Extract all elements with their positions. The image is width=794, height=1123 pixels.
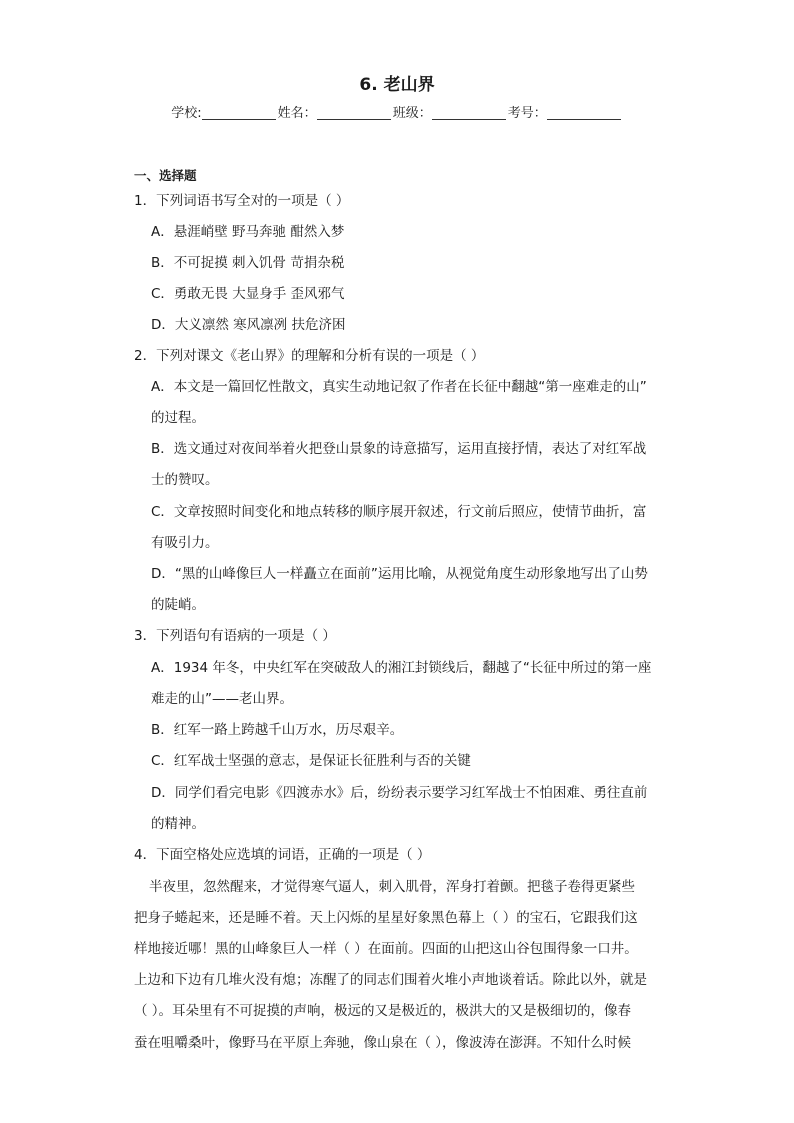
question-3-option-c: C．红军战士坚强的意志，是保证长征胜利与否的关键 bbox=[151, 753, 471, 769]
question-4-passage-line: 把身子蜷起来，还是睡不着。天上闪烁的星星好象黑色幕上（ ）的宝石，它跟我们这 bbox=[134, 910, 638, 926]
question-2-option-c-cont: 有吸引力。 bbox=[151, 535, 219, 551]
question-2-option-d: D．“黑的山峰像巨人一样矗立在面前”运用比喻，从视觉角度生动形象地写出了山势 bbox=[151, 566, 648, 582]
question-1-option-a: A．悬涯峭壁 野马奔驰 酣然入梦 bbox=[151, 224, 345, 240]
question-2-option-c: C．文章按照时间变化和地点转移的顺序展开叙述，行文前后照应，使情节曲折，富 bbox=[151, 504, 647, 520]
class-blank[interactable] bbox=[432, 105, 506, 120]
class-field bbox=[393, 102, 508, 121]
question-4-passage-line: 上边和下边有几堆火没有熄；冻醒了的同志们围着火堆小声地谈着话。除此以外，就是 bbox=[134, 972, 647, 988]
question-2-option-d-cont: 的陡峭。 bbox=[151, 597, 205, 613]
question-1-option-b: B．不可捉摸 刺入饥骨 苛捐杂税 bbox=[151, 255, 345, 271]
question-3-option-a: A．1934 年冬，中央红军在突破敌人的湘江封锁线后，翻越了“长征中所过的第一座 bbox=[151, 660, 652, 676]
question-2-option-b: B．选文通过对夜间举着火把登山景象的诗意描写，运用直接抒情，表达了对红军战 bbox=[151, 441, 647, 457]
question-3-option-b: B．红军一路上跨越千山万水，历尽艰辛。 bbox=[151, 722, 404, 738]
question-4-stem: 4．下面空格处应选填的词语，正确的一项是（ ） bbox=[134, 847, 431, 863]
question-4-passage-line: 蚕在咀嚼桑叶，像野马在平原上奔驰，像山泉在（ ），像波涛在澎湃。不知什么时候 bbox=[134, 1035, 632, 1051]
question-2-option-a-cont: 的过程。 bbox=[151, 410, 205, 426]
student-info-row bbox=[0, 102, 794, 121]
section-title: 一、选择题 bbox=[134, 168, 197, 183]
name-field bbox=[278, 102, 393, 121]
question-3-option-a-cont: 难走的山”——老山界。 bbox=[151, 691, 293, 707]
page-title: 6. 老山界 bbox=[359, 75, 435, 95]
question-2-stem: 2．下列对课文《老山界》的理解和分析有误的一项是（ ） bbox=[134, 348, 485, 364]
question-2-option-b-cont: 士的赞叹。 bbox=[151, 472, 219, 488]
question-3-option-d-cont: 的精神。 bbox=[151, 816, 205, 832]
question-3-option-d: D．同学们看完电影《四渡赤水》后，纷纷表示要学习红军战士不怕困难、勇往直前 bbox=[151, 785, 648, 801]
exam-number-field bbox=[508, 102, 623, 121]
school-blank[interactable] bbox=[202, 105, 276, 120]
question-4-passage-line: 样地接近哪！黑的山峰象巨人一样（ ）在面前。四面的山把这山谷包围得象一口井。 bbox=[134, 941, 638, 957]
class-label: 班级： bbox=[392, 106, 432, 121]
question-3-stem: 3．下列语句有语病的一项是（ ） bbox=[134, 628, 336, 644]
name-label: 姓名： bbox=[277, 106, 317, 121]
school-label: 学校: bbox=[171, 106, 202, 121]
question-4-passage-line: （ ）。耳朵里有不可捉摸的声响，极远的又是极近的，极洪大的又是极细切的，像春 bbox=[134, 1003, 632, 1019]
exam-number-label: 考号： bbox=[507, 106, 547, 121]
question-1-option-d: D．大义凛然 寒风凛冽 扶危济困 bbox=[151, 317, 346, 333]
question-1-stem: 1．下列词语书写全对的一项是（ ） bbox=[134, 193, 350, 209]
school-field bbox=[171, 102, 277, 121]
question-2-option-a: A．本文是一篇回忆性散文，真实生动地记叙了作者在长征中翻越“第一座难走的山” bbox=[151, 379, 647, 395]
question-1-option-c: C．勇敢无畏 大显身手 歪风邪气 bbox=[151, 286, 345, 302]
question-4-passage-line: 半夜里，忽然醒来，才觉得寒气逼人，刺入肌骨，浑身打着颤。把毯子卷得更紧些 bbox=[149, 879, 635, 895]
name-blank[interactable] bbox=[317, 105, 391, 120]
exam-number-blank[interactable] bbox=[547, 105, 621, 120]
